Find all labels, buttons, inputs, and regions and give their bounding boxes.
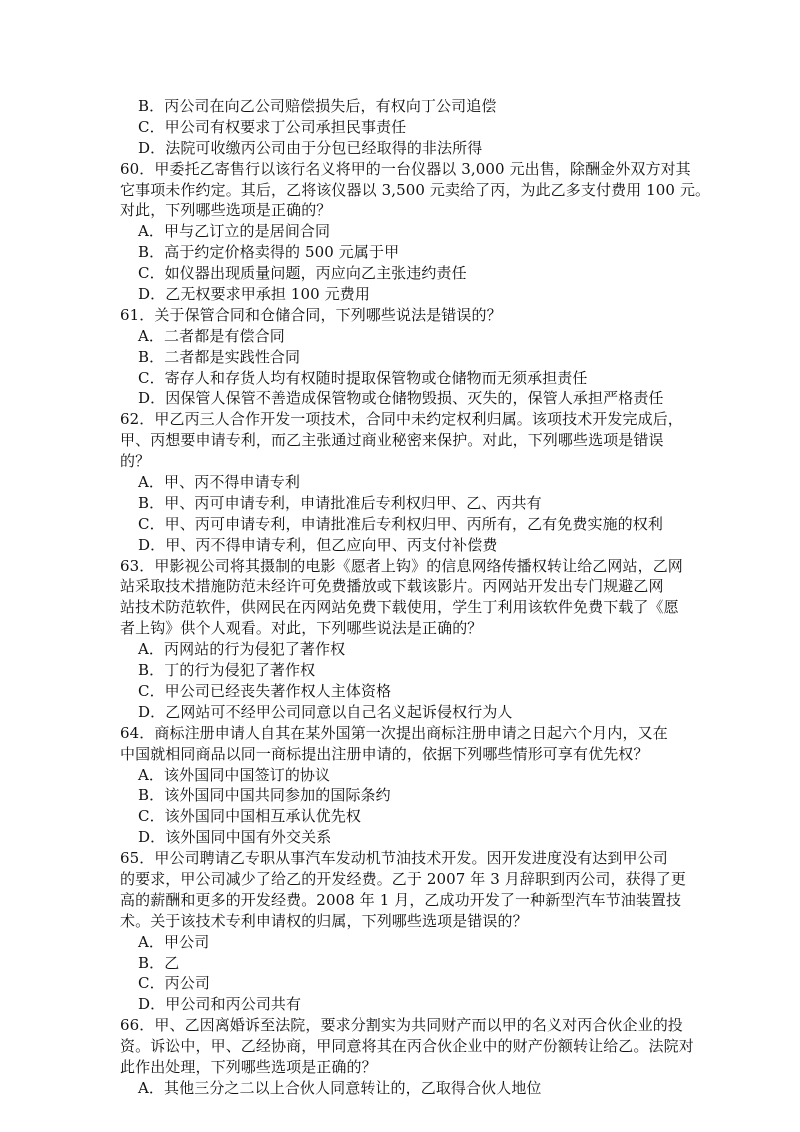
document-body xyxy=(120,96,711,1099)
answer-option-line: D．乙网站可不经甲公司同意以自己名义起诉侵权行为人 xyxy=(138,702,513,721)
answer-option-line: A．丙网站的行为侵犯了著作权 xyxy=(138,640,346,659)
question-text-line: 66．甲、乙因离婚诉至法院，要求分割实为共同财产而以甲的名义对丙合伙企业的投 xyxy=(120,1016,683,1035)
answer-option-line: B．该外国同中国共同参加的国际条约 xyxy=(138,786,391,805)
answer-option-line: A．二者都是有偿合同 xyxy=(138,326,285,345)
answer-option-line: A．甲与乙订立的是居间合同 xyxy=(138,222,331,241)
question-text-line: 站采取技术措施防范未经许可免费播放或下载该影片。丙网站开发出专门规避乙网 xyxy=(120,577,664,596)
answer-option-line: D．该外国同中国有外交关系 xyxy=(138,828,332,847)
answer-option-line: D．因保管人保管不善造成保管物或仓储物毁损、灭失的，保管人承担严格责任 xyxy=(138,389,664,408)
answer-option-line: B．高于约定价格卖得的 500 元属于甲 xyxy=(138,243,400,262)
answer-option-line: D．乙无权要求甲承担 100 元费用 xyxy=(138,285,370,304)
answer-option-line: A．甲公司 xyxy=(138,932,210,951)
question-text-line: 对此，下列哪些选项是正确的？ xyxy=(120,201,332,220)
answer-option-line: B．丙公司在向乙公司赔偿损失后，有权向丁公司追偿 xyxy=(138,97,497,115)
question-text-line: 中国就相同商品以同一商标提出注册申请的，依据下列哪些情形可享有优先权？ xyxy=(120,744,649,763)
answer-option-line: C．甲公司已经丧失著作权人主体资格 xyxy=(138,681,392,700)
answer-option-line: D．甲公司和丙公司共有 xyxy=(138,995,302,1014)
question-text-line: 者上钩》供个人观看。对此，下列哪些说法是正确的？ xyxy=(120,619,483,638)
question-text-line: 站技术防范软件，供网民在丙网站免费下载使用，学生丁利用该软件免费下载了《愿 xyxy=(120,598,679,617)
answer-option-line: C．如仪器出现质量问题，丙应向乙主张违约责任 xyxy=(138,264,467,283)
answer-option-line: C．甲、丙可申请专利，申请批准后专利权归甲、丙所有，乙有免费实施的权利 xyxy=(138,514,663,533)
question-text-line: 此作出处理，下列哪些选项是正确的？ xyxy=(120,1057,377,1076)
answer-option-line: D．甲、丙不得申请专利，但乙应向甲、丙支付补偿费 xyxy=(138,535,498,554)
question-text-line: 63．甲影视公司将其摄制的电影《愿者上钩》的信息网络传播权转让给乙网站，乙网 xyxy=(120,556,683,575)
question-text-line: 64．商标注册申请人自其在某外国第一次提出商标注册申请之日起六个月内，又在 xyxy=(120,723,668,742)
answer-option-line: C．甲公司有权要求丁公司承担民事责任 xyxy=(138,117,407,136)
question-text-line: 的要求，甲公司减少了给乙的开发经费。乙于 2007 年 3 月辞职到丙公司，获得了更 xyxy=(120,869,686,888)
answer-option-line: C．该外国同中国相互承认优先权 xyxy=(138,807,361,826)
answer-option-line: C．寄存人和存货人均有权随时提取保管物或仓储物而无须承担责任 xyxy=(138,368,588,387)
answer-option-line: A．其他三分之二以上合伙人同意转让的，乙取得合伙人地位 xyxy=(138,1078,542,1097)
answer-option-line: C．丙公司 xyxy=(138,974,210,993)
answer-option-line: B．二者都是实践性合同 xyxy=(138,347,301,366)
question-text-line: 术。关于该技术专利申请权的归属，下列哪些选项是错误的？ xyxy=(120,911,528,930)
question-text-line: 60．甲委托乙寄售行以该行名义将甲的一台仪器以 3,000 元出售，除酬金外双方对其 xyxy=(120,159,691,178)
question-text-line: 资。诉讼中，甲、乙经协商，甲同意将其在丙合伙企业中的财产份额转让给乙。法院对 xyxy=(120,1037,694,1056)
question-text-line: 65．甲公司聘请乙专职从事汽车发动机节油技术开发。因开发进度没有达到甲公司 xyxy=(120,849,668,868)
answer-option-line: D．法院可收缴丙公司由于分包已经取得的非法所得 xyxy=(138,138,483,157)
answer-option-line: A．该外国同中国签订的协议 xyxy=(138,765,331,784)
question-text-line: 高的薪酬和更多的开发经费。2008 年 1 月，乙成功开发了一种新型汽车节油装置技 xyxy=(120,890,682,909)
answer-option-line: B．乙 xyxy=(138,953,180,972)
answer-option-line: B．甲、丙可申请专利，申请批准后专利权归甲、乙、丙共有 xyxy=(138,493,542,512)
question-text-line: 61．关于保管合同和仓储合同，下列哪些说法是错误的？ xyxy=(120,305,502,324)
answer-option-line: B．丁的行为侵犯了著作权 xyxy=(138,661,316,680)
question-text-line: 的？ xyxy=(120,452,151,471)
question-text-line: 甲、丙想要申请专利，而乙主张通过商业秘密来保护。对此，下列哪些选项是错误 xyxy=(120,431,664,450)
question-text-line: 62．甲乙丙三人合作开发一项技术，合同中未约定权利归属。该项技术开发完成后， xyxy=(120,410,683,429)
question-text-line: 它事项未作约定。其后，乙将该仪器以 3,500 元卖给了丙，为此乙多支付费用 100 元。 xyxy=(120,180,711,199)
answer-option-line: A．甲、丙不得申请专利 xyxy=(138,473,300,492)
